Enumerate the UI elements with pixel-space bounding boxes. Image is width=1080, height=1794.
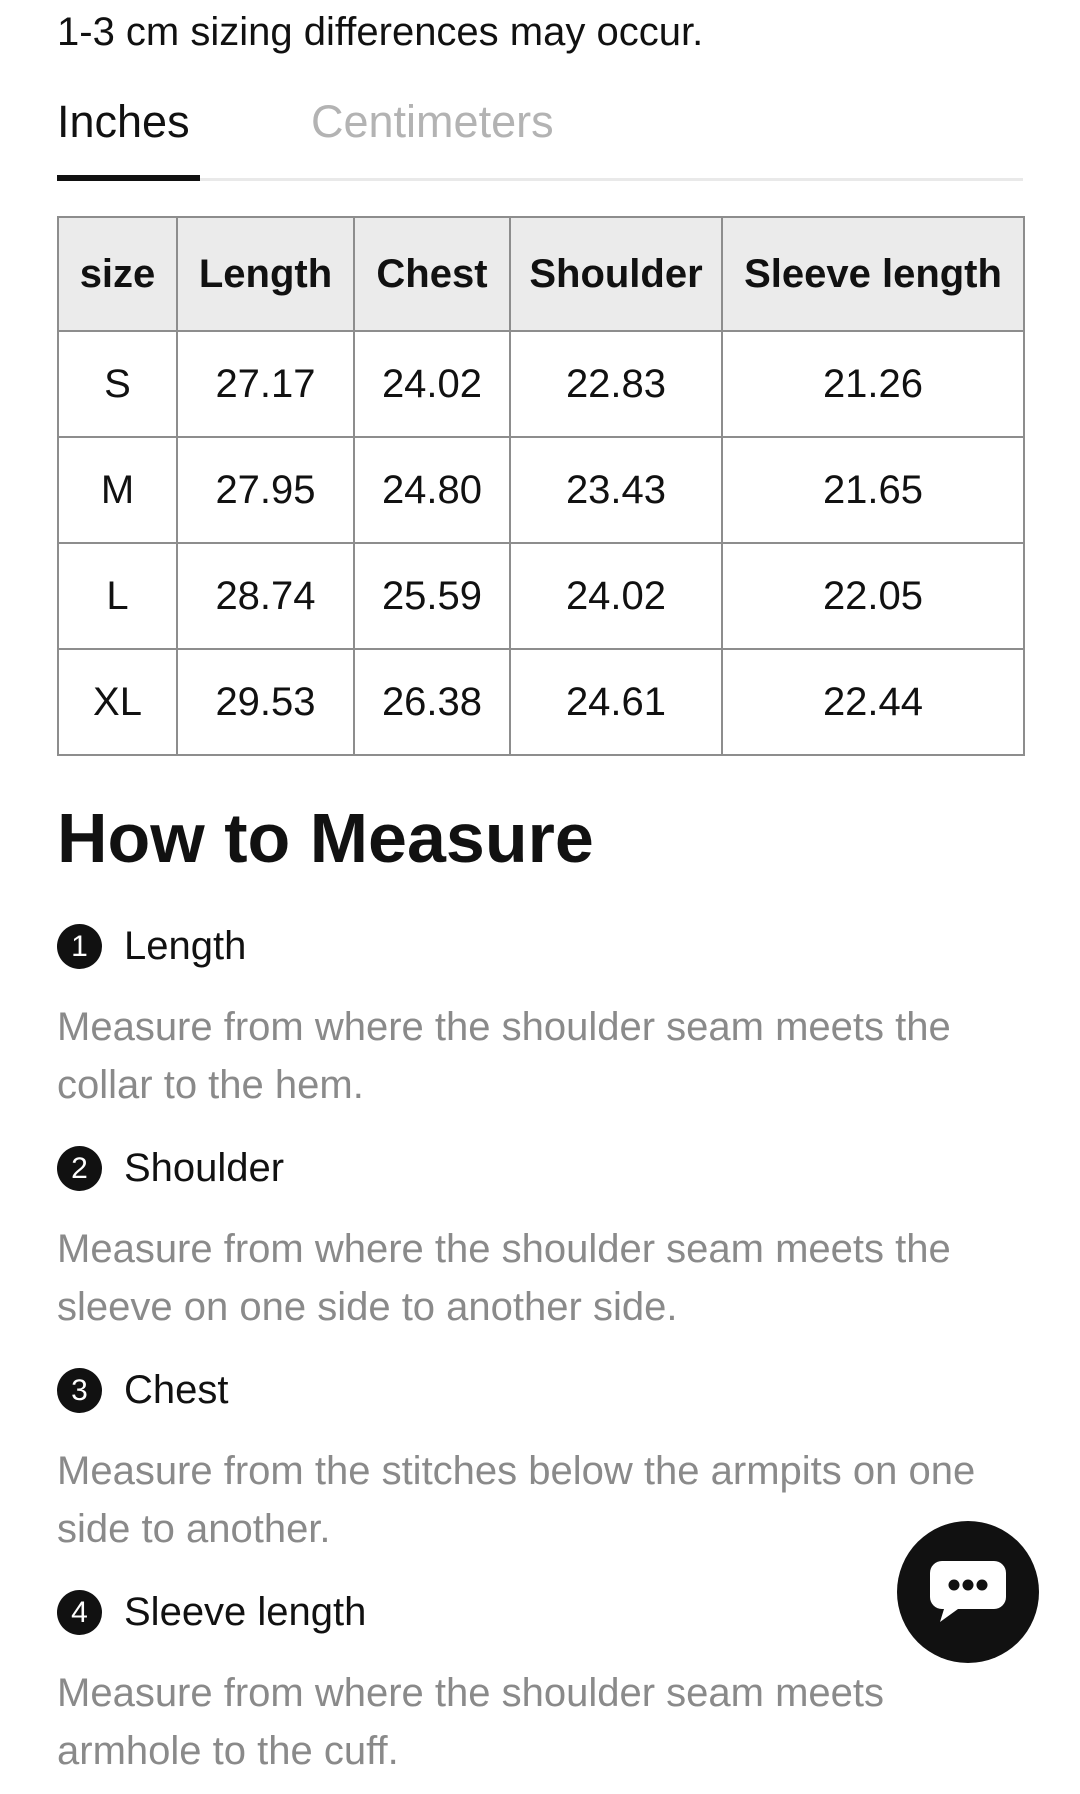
sizing-notice: 1-3 cm sizing differences may occur. — [57, 10, 704, 54]
measure-item-shoulder — [57, 1140, 1023, 1336]
cell-sleeve-length: 22.44 — [722, 649, 1024, 755]
size-table — [57, 216, 1025, 756]
measure-item-label: Chest — [124, 1368, 229, 1412]
number-3-icon: 3 — [57, 1368, 102, 1413]
measure-item-label: Length — [124, 924, 247, 968]
cell-sleeve-length: 21.65 — [722, 437, 1024, 543]
number-4-icon: 4 — [57, 1590, 102, 1635]
cell-size: M — [58, 437, 177, 543]
header-shoulder: Shoulder — [510, 217, 722, 331]
chat-bubble-icon — [928, 1559, 1008, 1625]
cell-shoulder: 23.43 — [510, 437, 722, 543]
cell-shoulder: 22.83 — [510, 331, 722, 437]
header-chest: Chest — [354, 217, 510, 331]
measure-item-length — [57, 918, 1023, 1114]
measure-item-header — [57, 918, 1023, 974]
cell-chest: 24.80 — [354, 437, 510, 543]
measure-item-header — [57, 1362, 1023, 1418]
table-header-row — [58, 217, 1024, 331]
how-to-measure-title: How to Measure — [57, 799, 594, 877]
table-row — [58, 331, 1024, 437]
cell-length: 27.95 — [177, 437, 354, 543]
table-row — [58, 649, 1024, 755]
measure-item-description: Measure from the stitches below the armpits on one side to another. — [57, 1449, 976, 1551]
measure-item-label: Shoulder — [124, 1146, 285, 1190]
header-length: Length — [177, 217, 354, 331]
header-sleeve-length: Sleeve length — [722, 217, 1024, 331]
cell-chest: 26.38 — [354, 649, 510, 755]
cell-size: XL — [58, 649, 177, 755]
measure-item-label: Sleeve length — [124, 1590, 367, 1634]
measure-item-description: Measure from where the shoulder seam meets armhole to the cuff. — [57, 1671, 885, 1773]
tab-centimeters[interactable]: Centimeters — [311, 96, 554, 147]
unit-tabs — [57, 92, 1023, 181]
cell-length: 27.17 — [177, 331, 354, 437]
tab-inches[interactable]: Inches — [57, 96, 190, 147]
cell-length: 29.53 — [177, 649, 354, 755]
cell-sleeve-length: 22.05 — [722, 543, 1024, 649]
cell-length: 28.74 — [177, 543, 354, 649]
measure-item-description: Measure from where the shoulder seam meets the sleeve on one side to another side. — [57, 1227, 951, 1329]
measure-item-header — [57, 1584, 1023, 1640]
table-row — [58, 437, 1024, 543]
cell-shoulder: 24.61 — [510, 649, 722, 755]
table-row — [58, 543, 1024, 649]
header-size: size — [58, 217, 177, 331]
number-2-icon: 2 — [57, 1146, 102, 1191]
measure-item-chest — [57, 1362, 1023, 1558]
number-1-icon: 1 — [57, 924, 102, 969]
measure-item-header — [57, 1140, 1023, 1196]
active-tab-indicator — [57, 175, 200, 181]
cell-size: S — [58, 331, 177, 437]
measure-item-description: Measure from where the shoulder seam meets the collar to the hem. — [57, 1005, 951, 1107]
cell-size: L — [58, 543, 177, 649]
cell-chest: 24.02 — [354, 331, 510, 437]
cell-shoulder: 24.02 — [510, 543, 722, 649]
chat-button[interactable] — [897, 1521, 1039, 1663]
cell-sleeve-length: 21.26 — [722, 331, 1024, 437]
measure-item-sleeve-length — [57, 1584, 1023, 1780]
cell-chest: 25.59 — [354, 543, 510, 649]
